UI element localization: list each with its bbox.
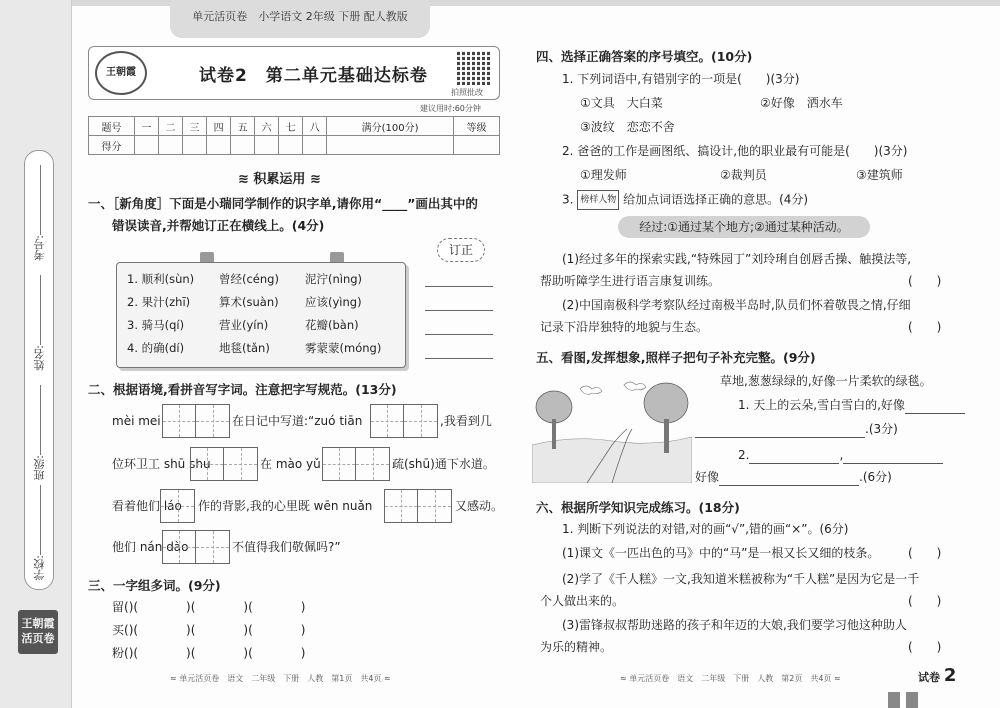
page-tab xyxy=(906,692,918,708)
score-row-label: 得分 xyxy=(89,136,135,155)
tian-grid[interactable] xyxy=(384,489,452,523)
q4-option[interactable]: ①理发师 xyxy=(580,168,627,182)
binding-strip xyxy=(0,0,72,708)
score-header-cell: 等级 xyxy=(453,117,499,136)
q6-judge: (1)课文《一匹出色的马》中的“马”是一根又长又细的枝条。 xyxy=(562,546,880,560)
card-item: 2. 果汁(zhī) xyxy=(127,295,191,309)
q2-text: 作的背影,我的心里既 wēn nuǎn xyxy=(198,499,373,513)
q2-text: ,我看到几 xyxy=(440,414,492,428)
q4-option[interactable]: ①文具 大白菜 xyxy=(580,96,663,110)
answer-paren[interactable]: ( ) xyxy=(908,274,942,288)
qr-label: 拍照批改 xyxy=(451,88,483,97)
q5-example: 草地,葱葱绿绿的,好像一片柔软的绿毯。 xyxy=(720,374,932,388)
card-item: 曾经(céng) xyxy=(219,272,279,286)
q1-heading: 一、［新角度］下面是小瑞同学制作的识字单,请你用“____”画出其中的 xyxy=(88,196,478,211)
score-row-label: 题号 xyxy=(89,117,135,136)
q6-judge: 个人做出来的。 xyxy=(540,594,625,608)
tian-grid[interactable] xyxy=(160,489,195,523)
q6-heading: 六、根据所学知识完成练习。(18分) xyxy=(536,500,740,515)
q3-row[interactable]: 留()( )( )( ) xyxy=(112,600,306,614)
q2-text: 位环卫工 shū shu xyxy=(112,457,211,471)
q4-passage: 记录下沿岸独特的地貌与生态。 xyxy=(540,320,709,334)
class-field[interactable]: 班级: xyxy=(27,381,53,484)
score-header-cell: 三 xyxy=(183,117,207,136)
card-item: 1. 顺利(sùn) xyxy=(127,272,195,286)
q2-text: 他们 nán dào xyxy=(112,540,189,554)
score-input-cell[interactable] xyxy=(207,136,231,155)
answer-paren[interactable]: ( ) xyxy=(908,320,942,334)
score-header-cell: 六 xyxy=(255,117,279,136)
q2-text: 在 mào yǔ xyxy=(260,457,321,471)
score-header-cell: 一 xyxy=(134,117,158,136)
suggested-time: 建议用时:60分钟 xyxy=(420,104,481,113)
card-item: 应该(yìng) xyxy=(305,295,362,309)
q4-passage: (1)经过多年的探索实践,“特殊园丁”刘玲琍自创唇舌操、触摸法等, xyxy=(562,252,912,266)
card-item: 3. 骑马(qí) xyxy=(127,318,185,332)
score-header-cell: 满分(100分) xyxy=(327,117,454,136)
q4-item: 1. 下列词语中,有错别字的一项是( )(3分) xyxy=(562,72,800,86)
score-value-row xyxy=(89,136,500,155)
score-input-cell[interactable] xyxy=(327,136,454,155)
q4-heading: 四、选择正确答案的序号填空。(10分) xyxy=(536,49,753,64)
q4-passage: 帮助听障学生进行语言康复训练。 xyxy=(540,274,721,288)
q5-heading: 五、看图,发挥想象,照样子把句子补充完整。(9分) xyxy=(536,350,816,365)
answer-line[interactable] xyxy=(425,310,493,311)
page-title: 试卷2 第二单元基础达标卷 xyxy=(199,66,428,86)
score-input-cell[interactable] xyxy=(255,136,279,155)
q2-text: 在日记中写道:“zuó tiān xyxy=(232,414,363,428)
card-item: 4. 的确(dí) xyxy=(127,341,185,355)
q2-text: mèi mei xyxy=(112,414,161,428)
q3-row[interactable]: 买()( )( )( ) xyxy=(112,623,306,637)
q6-judge: (3)雷锋叔叔帮助迷路的孩子和年迈的大娘,我们要学习他这种助人 xyxy=(562,618,907,632)
q5-answer-2-cont[interactable]: 好像 .(6分) xyxy=(695,470,892,484)
card-item: 雾蒙蒙(móng) xyxy=(305,341,382,355)
q4-option[interactable]: ③波纹 恋恋不舍 xyxy=(580,120,675,134)
paper-number: 试卷 2 xyxy=(918,665,957,686)
card-item: 泥泞(nìng) xyxy=(305,272,363,286)
answer-line[interactable] xyxy=(425,286,493,287)
footer-right: ≈ 单元活页卷 语文 二年级 下册 人教 第2页 共4页 ≈ xyxy=(620,674,841,683)
q2-text: 疏(shū)通下水道。 xyxy=(392,457,495,471)
name-field[interactable]: 姓名: xyxy=(27,271,53,374)
score-input-cell[interactable] xyxy=(453,136,499,155)
q5-answer-1[interactable]: 1. 天上的云朵,雪白雪白的,好像 xyxy=(738,396,965,414)
tian-grid[interactable] xyxy=(370,404,438,438)
definition-pill: 经过:①通过某个地方;②通过某种活动。 xyxy=(618,216,870,238)
correction-stamp: 订正 xyxy=(437,238,485,262)
answer-paren[interactable]: ( ) xyxy=(908,640,942,654)
exam-number-field[interactable]: 考号: xyxy=(27,161,53,264)
tian-grid[interactable] xyxy=(190,447,258,481)
score-header-cell: 七 xyxy=(279,117,303,136)
score-input-cell[interactable] xyxy=(231,136,255,155)
q6-item: 1. 判断下列说法的对错,对的画“√”,错的画“×”。(6分) xyxy=(562,522,849,536)
brand-logo-bottom: 王朝霞 活页卷 xyxy=(18,610,58,654)
score-input-cell[interactable] xyxy=(183,136,207,155)
answer-paren[interactable]: ( ) xyxy=(908,546,942,560)
q3-row[interactable]: 粉()( )( )( ) xyxy=(112,646,306,660)
word-card xyxy=(116,262,406,368)
score-input-cell[interactable] xyxy=(158,136,182,155)
score-input-cell[interactable] xyxy=(303,136,327,155)
q1-heading-2: 错误读音,并帮她订正在横线上。(4分) xyxy=(112,218,325,233)
q2-text: 又感动。 xyxy=(455,499,504,513)
tian-grid[interactable] xyxy=(162,404,230,438)
q2-heading: 二、根据语境,看拼音写字词。注意把字写规范。(13分) xyxy=(88,382,397,397)
score-header-row xyxy=(89,117,500,136)
q4-option[interactable]: ③建筑师 xyxy=(856,168,903,182)
answer-line[interactable] xyxy=(425,334,493,335)
score-table xyxy=(88,116,500,155)
card-item: 营业(yín) xyxy=(219,318,269,332)
score-header-cell: 五 xyxy=(231,117,255,136)
card-item: 花瓣(bàn) xyxy=(305,318,359,332)
score-header-cell: 四 xyxy=(207,117,231,136)
footer-left: ≈ 单元活页卷 语文 二年级 下册 人教 第1页 共4页 ≈ xyxy=(170,674,391,683)
q4-item: 2. 爸爸的工作是画图纸、搞设计,他的职业最有可能是( )(3分) xyxy=(562,144,908,158)
q5-answer-2[interactable]: 2. , xyxy=(738,446,943,464)
series-tab: 单元活页卷 小学语文 2年级 下册 配人教版 xyxy=(170,0,430,38)
q4-item-3: 3. 榜样人物 给加点词语选择正确的意思。(4分) xyxy=(562,190,808,210)
answer-line[interactable] xyxy=(425,358,493,359)
q4-passage: (2)中国南极科学考察队经过南极半岛时,队员们怀着敬畏之情,仔细 xyxy=(562,298,911,312)
q2-text: 不值得我们敬佩吗?” xyxy=(232,540,341,554)
q6-judge: (2)学了《千人糕》一文,我知道米糕被称为“千人糕”是因为它是一千 xyxy=(562,572,920,586)
tian-grid[interactable] xyxy=(322,447,390,481)
answer-paren[interactable]: ( ) xyxy=(908,594,942,608)
card-item: 地毯(tǎn) xyxy=(219,341,270,355)
binding-line xyxy=(24,150,54,590)
score-input-cell[interactable] xyxy=(134,136,158,155)
card-item: 算术(suàn) xyxy=(219,295,279,309)
score-header-cell: 八 xyxy=(303,117,327,136)
tian-grid[interactable] xyxy=(162,530,230,564)
score-header-cell: 二 xyxy=(158,117,182,136)
score-input-cell[interactable] xyxy=(279,136,303,155)
q6-judge: 为乐的精神。 xyxy=(540,640,613,654)
q3-heading: 三、一字组多词。(9分) xyxy=(88,578,221,593)
q4-option[interactable]: ②好像 洒水车 xyxy=(760,96,843,110)
publisher-logo: 王朝霞 xyxy=(95,51,147,95)
q4-option[interactable]: ②裁判员 xyxy=(720,168,767,182)
landscape-illustration xyxy=(532,375,692,483)
section-banner: ≋ 积累运用 ≋ xyxy=(238,172,321,187)
q2-text: 看着他们 láo xyxy=(112,499,182,513)
q5-answer-1-cont[interactable]: .(3分) xyxy=(695,420,898,438)
paper-header xyxy=(88,46,500,100)
school-field[interactable]: 学校: xyxy=(27,481,53,584)
page-tab xyxy=(888,692,900,708)
